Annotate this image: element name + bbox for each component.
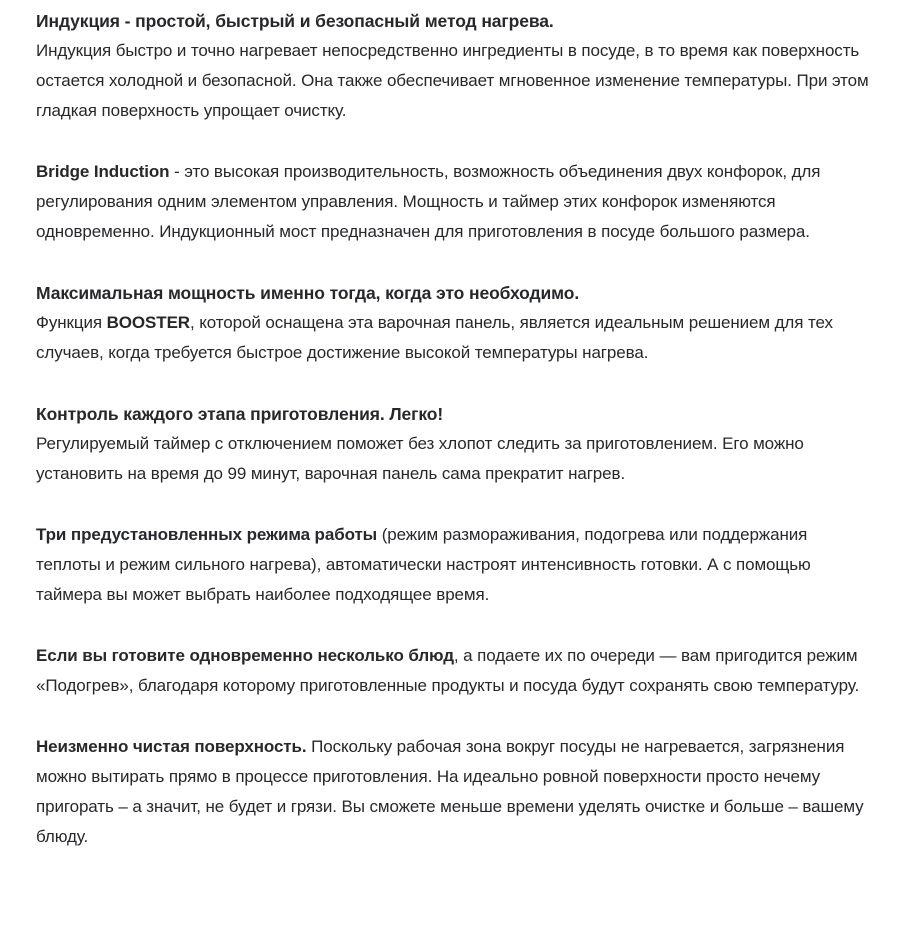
paragraph-text: - это высокая производительность, возможность объединения двух конфорок, для регулирования одним элементом управления. Мощность и таймер этих конфорок изменяются одновременно. Индукционный мост предназначен для приготовления в посуде большого размера.	[36, 162, 821, 241]
block-paragraph	[36, 308, 871, 368]
paragraph-lead-bold: Неизменно чистая поверхность.	[36, 737, 307, 756]
block-paragraph	[36, 732, 871, 852]
paragraph-text: , которой оснащена эта варочная панель, является идеальным решением для тех случаев, когда требуется быстрое достижение высокой температуры нагрева.	[36, 313, 833, 362]
paragraph-lead-bold: Три предустановленных режима работы	[36, 525, 378, 544]
block-paragraph	[36, 641, 871, 701]
paragraph-text: , а подаете их по очереди — вам пригодится режим «Подогрев», благодаря которому приготовленные продукты и посуда будут сохранять свою температуру.	[36, 646, 860, 695]
text-block-preset-modes	[36, 520, 871, 610]
paragraph-text: (режим размораживания, подогрева или поддержания теплоты и режим сильного нагрева), автоматически настроят интенсивность готовки. А с помощью таймера вы может выбрать наиболее подходящее время.	[36, 525, 811, 604]
text-block-keep-warm	[36, 641, 871, 701]
paragraph-inline-bold: BOOSTER	[106, 313, 190, 332]
text-block-bridge-induction	[36, 157, 871, 247]
block-paragraph	[36, 157, 871, 247]
block-heading: Контроль каждого этапа приготовления. Легко!	[36, 404, 444, 424]
text-block-induction	[36, 6, 871, 126]
block-heading: Максимальная мощность именно тогда, когда это необходимо.	[36, 283, 580, 303]
product-description-text	[36, 6, 871, 852]
block-paragraph	[36, 36, 871, 126]
text-block-booster	[36, 278, 871, 368]
paragraph-text: Поскольку рабочая зона вокруг посуды не нагревается, загрязнения можно вытирать прямо в процессе приготовления. На идеально ровной поверхности просто нечему пригорать – а значит, не будет и грязи. Вы сможете меньше времени уделять очистке и больше – вашему блюду.	[36, 737, 864, 846]
block-paragraph	[36, 429, 871, 489]
block-heading: Индукция - простой, быстрый и безопасный метод нагрева.	[36, 11, 554, 31]
paragraph-lead-bold: Если вы готовите одновременно несколько блюд	[36, 646, 454, 665]
paragraph-text: Индукция быстро и точно нагревает непосредственно ингредиенты в посуде, в то время как поверхность остается холодной и безопасной. Она также обеспечивает мгновенное изменение температуры. При этом гладкая поверхность упрощает очистку.	[36, 41, 869, 120]
paragraph-text: Функция	[36, 313, 107, 332]
text-block-clean-surface	[36, 732, 871, 852]
text-block-timer	[36, 399, 871, 489]
paragraph-text: Регулируемый таймер с отключением поможет без хлопот следить за приготовлением. Его можно установить на время до 99 минут, варочная панель сама прекратит нагрев.	[36, 434, 804, 483]
paragraph-lead-bold: Bridge Induction	[36, 162, 170, 181]
block-paragraph	[36, 520, 871, 610]
